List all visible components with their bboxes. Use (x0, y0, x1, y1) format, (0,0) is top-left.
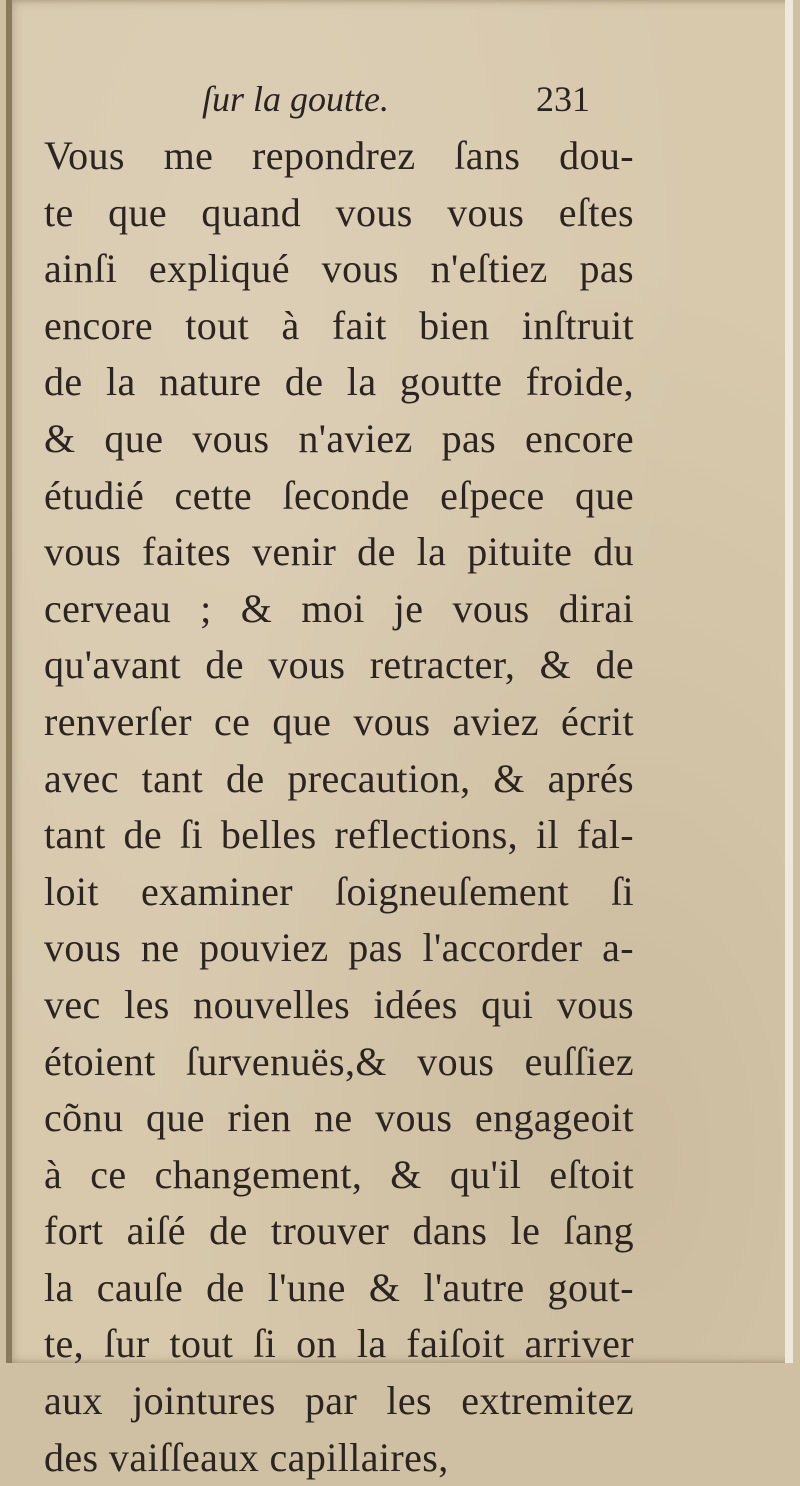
text-line: encore tout à fait bien inſtruit (44, 302, 634, 348)
text-line: fort aiſé de trouver dans le ſang (44, 1208, 634, 1254)
text-line: la cauſe de l'une & l'autre gout- (44, 1264, 634, 1310)
text-line: qu'avant de vous retracter, & de (44, 642, 634, 688)
text-line: de la nature de la goutte froide, (44, 359, 634, 405)
text-line: étudié cette ſeconde eſpece que (44, 472, 634, 518)
text-line: & que vous n'aviez pas encore (44, 415, 634, 461)
text-line: aux jointures par les extremitez (44, 1378, 634, 1424)
running-head: ſur la goutte. (202, 79, 389, 119)
page-number: 231 (536, 79, 590, 119)
text-line: avec tant de precaution, & aprés (44, 755, 634, 801)
body-text (44, 128, 634, 1486)
text-line: te, ſur tout ſi on la faiſoit arriver (44, 1321, 634, 1367)
text-line: tant de ſi belles reflections, il fal- (44, 812, 634, 858)
text-line: loit examiner ſoigneuſement ſi (44, 868, 634, 914)
text-line: cerveau ; & moi je vous dirai (44, 585, 634, 631)
text-line: renverſer ce que vous aviez écrit (44, 698, 634, 744)
text-line: cõnu que rien ne vous engageoit (44, 1095, 634, 1141)
text-line: vous ne pouviez pas l'accorder a- (44, 925, 634, 971)
text-line: Vous me repondrez ſans dou- (44, 133, 634, 178)
text-line: vec les nouvelles idées qui vous (44, 981, 634, 1027)
text-line: étoient ſurvenuës,& vous euſſiez (44, 1038, 634, 1084)
text-line: à ce changement, & qu'il eſtoit (44, 1151, 634, 1197)
text-line: ainſi expliqué vous n'eſtiez pas (44, 246, 634, 292)
page-edge (785, 0, 793, 1363)
page-gutter-shadow (6, 0, 12, 1363)
text-line: te que quand vous vous eſtes (44, 189, 634, 235)
text-line: vous faites venir de la pituite du (44, 529, 634, 575)
book-page (6, 0, 793, 1480)
page-header (6, 78, 793, 128)
text-line: des vaiſſeaux capillaires, (44, 1434, 449, 1480)
